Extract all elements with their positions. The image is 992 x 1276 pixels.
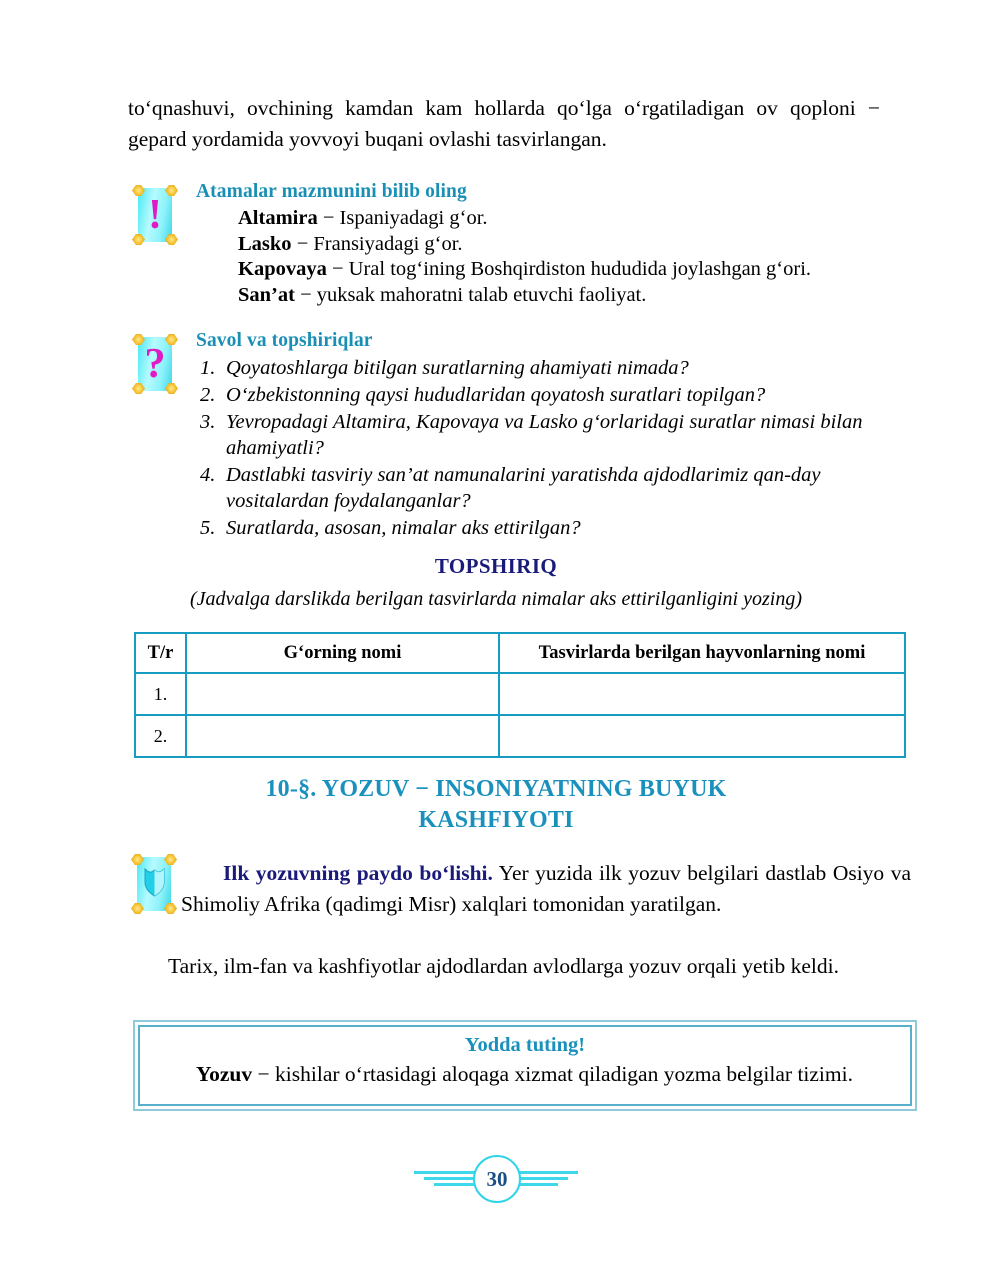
table-header-cave: G‘orning nomi xyxy=(186,633,499,673)
table-header-animals: Tasvirlarda berilgan hayvonlarning nomi xyxy=(499,633,905,673)
lesson-paragraph-2: Tarix, ilm-fan va kashfiyotlar ajdodlardan avlodlarga yozuv orqali yetib keldi. xyxy=(168,954,839,978)
page-number: 30 xyxy=(473,1155,521,1203)
lesson-title-line-2: KASHFIYOTI xyxy=(418,807,574,833)
ornament-line-left-1 xyxy=(414,1171,478,1174)
row-cave-cell[interactable] xyxy=(186,715,499,757)
intro-paragraph: to‘qnashuvi, ovchining kamdan kam hollarda qo‘lga o‘rgatiladigan ov qoploni − gepard yordamida yovvoyi buqani ovlashi tasvirlangan. xyxy=(128,96,880,151)
term-name: San’at xyxy=(238,283,295,306)
term-dash: − xyxy=(291,232,314,255)
questions-heading: Savol va topshiriqlar xyxy=(196,330,373,351)
remember-title: Yodda tuting! xyxy=(464,1034,586,1056)
term-item xyxy=(238,283,898,309)
question-item xyxy=(200,355,912,381)
remember-body xyxy=(156,1059,894,1090)
table-header-index: T/r xyxy=(135,633,186,673)
book-icon xyxy=(131,853,177,915)
questions-list xyxy=(200,355,912,542)
row-cave-cell[interactable] xyxy=(186,673,499,715)
term-name: Altamira xyxy=(238,207,318,229)
lesson-title xyxy=(0,774,992,836)
table-header-row xyxy=(135,633,905,673)
question-number: 4. xyxy=(200,464,216,486)
row-animals-cell[interactable] xyxy=(499,673,905,715)
question-item xyxy=(200,515,912,541)
term-definition: yuksak mahoratni talab etuvchi faoliyat. xyxy=(316,283,647,306)
question-number: 5. xyxy=(200,517,216,539)
ornament-line-left-3 xyxy=(434,1183,478,1186)
terms-list xyxy=(238,206,898,308)
ornament-line-right-1 xyxy=(514,1171,578,1174)
remember-definition: kishilar o‘rtasidagi aloqaga xizmat qiladigan yozma belgilar tizimi. xyxy=(275,1062,853,1086)
paragraph-rest: Yer yuzida ilk yozuv belgilari dastlab Osiyo va Shimoliy Afrika (qadimgi Misr) xalqlari tomonidan yaratilgan. xyxy=(181,861,911,916)
question-mark-glyph: ? xyxy=(144,341,166,387)
table-row xyxy=(135,715,905,757)
term-name: Lasko xyxy=(238,232,292,255)
remember-box xyxy=(133,1020,917,1111)
term-definition: Ispaniyadagi g‘or. xyxy=(339,207,488,229)
term-dash: − xyxy=(317,207,340,229)
question-text: O‘zbekistonning qaysi hududlaridan qoyatosh suratlari topilgan? xyxy=(226,384,766,406)
question-text: Dastlabki tasviriy san’at namunalarini yaratishda ajdodlarimiz qan-day vositalardan foydalanganlar? xyxy=(226,464,821,512)
question-text: Yevropadagi Altamira, Kapovaya va Lasko g‘orlaridagi suratlar nimasi bilan ahamiyatli? xyxy=(226,411,863,459)
term-item xyxy=(238,206,898,232)
term-dash: − xyxy=(294,283,317,306)
remember-dash: − xyxy=(252,1062,276,1086)
question-number: 2. xyxy=(200,384,216,406)
lesson-title-line-1: 10-§. YOZUV − INSONIYATNING BUYUK xyxy=(265,776,727,802)
row-animals-cell[interactable] xyxy=(499,715,905,757)
question-item xyxy=(200,462,912,514)
remember-term: Yozuv xyxy=(196,1062,253,1086)
assignment-table xyxy=(134,632,906,758)
ornament-line-left-2 xyxy=(424,1177,478,1180)
lesson-paragraph-1 xyxy=(181,858,911,920)
page-number-ornament xyxy=(396,1152,596,1202)
term-definition: Ural tog‘ining Boshqirdiston hududida joylashgan g‘ori. xyxy=(348,258,812,280)
term-dash: − xyxy=(326,258,349,280)
remember-box-inner xyxy=(138,1025,912,1106)
page-footer xyxy=(0,1152,992,1202)
question-number: 3. xyxy=(200,411,216,433)
question-item xyxy=(200,382,912,408)
question-mark-icon xyxy=(132,333,178,395)
assignment-subtitle: (Jadvalga darslikda berilgan tasvirlarda nimalar aks ettirilganligini yozing) xyxy=(189,588,802,610)
assignment-title: TOPSHIRIQ xyxy=(434,554,558,578)
term-definition: Fransiyadagi g‘or. xyxy=(313,232,463,255)
paragraph-lead: Ilk yozuvning paydo bo‘lishi. xyxy=(223,861,493,885)
terms-heading: Atamalar mazmunini bilib oling xyxy=(196,181,467,202)
table-row xyxy=(135,673,905,715)
term-item xyxy=(238,232,898,258)
exclamation-glyph: ! xyxy=(148,192,162,238)
row-index: 1. xyxy=(135,673,186,715)
term-name: Kapovaya xyxy=(238,258,327,280)
ornament-line-right-3 xyxy=(514,1183,558,1186)
question-text: Qoyatoshlarga bitilgan suratlarning ahamiyati nimada? xyxy=(226,357,689,379)
ornament-line-right-2 xyxy=(514,1177,568,1180)
term-item xyxy=(238,257,898,283)
book-glyph-shape xyxy=(144,867,165,897)
question-text: Suratlarda, asosan, nimalar aks ettirilgan? xyxy=(226,517,581,539)
exclamation-icon xyxy=(132,184,178,246)
question-item xyxy=(200,409,912,461)
row-index: 2. xyxy=(135,715,186,757)
question-number: 1. xyxy=(200,357,216,379)
